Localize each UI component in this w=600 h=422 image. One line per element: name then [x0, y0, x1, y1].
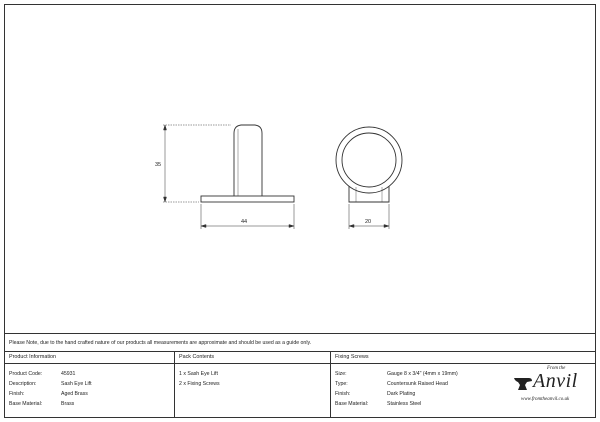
pack-contents-heading: Pack Contents — [175, 352, 330, 364]
height-dimension — [163, 125, 231, 202]
side-view-base — [201, 196, 294, 202]
measurement-note: Please Note, due to the hand crafted nature of our products all measurements are approximate and should be used as a guide only. — [5, 333, 595, 352]
info-row: Description: Sash Eye Lift — [9, 381, 92, 387]
from-the-anvil-logo — [511, 364, 591, 414]
side-width-label: 44 — [241, 219, 248, 225]
front-view — [336, 127, 402, 202]
drawing-area — [5, 5, 597, 333]
technical-drawing — [5, 5, 597, 333]
info-row: Base Material: Brass — [9, 401, 75, 407]
product-information-heading: Product Information — [5, 352, 174, 364]
logo-url: www.fromtheanvil.co.uk — [521, 397, 570, 402]
pack-item: 2 x Fixing Screws — [179, 381, 220, 387]
fixing-screws-section — [331, 352, 595, 418]
side-width-dimension — [201, 204, 294, 229]
screw-row: Size: Gauge 8 x 3/4" (4mm x 19mm) — [335, 371, 458, 377]
screw-row: Finish: Dark Plating — [335, 391, 416, 397]
logo-word: Anvil — [533, 370, 578, 392]
screw-row: Base Material: Stainless Steel — [335, 401, 422, 407]
info-row: Product Code: 45931 — [9, 371, 76, 377]
front-view-inner-ring — [342, 133, 396, 187]
fixing-screws-heading: Fixing Screws — [331, 352, 595, 364]
height-dimension-label: 35 — [155, 162, 162, 168]
info-table — [5, 352, 595, 418]
front-view-outer-ring — [336, 127, 402, 193]
screw-row: Type: Countersunk Raised Head — [335, 381, 448, 387]
technical-drawing-sheet — [4, 4, 596, 418]
pack-item: 1 x Sash Eye Lift — [179, 371, 218, 377]
front-width-dimension — [349, 204, 389, 229]
logo-from-text: From the — [547, 366, 566, 371]
side-view — [201, 125, 294, 202]
anvil-icon — [513, 376, 533, 392]
front-view-base — [349, 186, 389, 202]
front-width-label: 20 — [365, 219, 372, 225]
pack-contents-section — [175, 352, 331, 418]
product-information-section — [5, 352, 175, 418]
info-row: Finish: Aged Brass — [9, 391, 88, 397]
